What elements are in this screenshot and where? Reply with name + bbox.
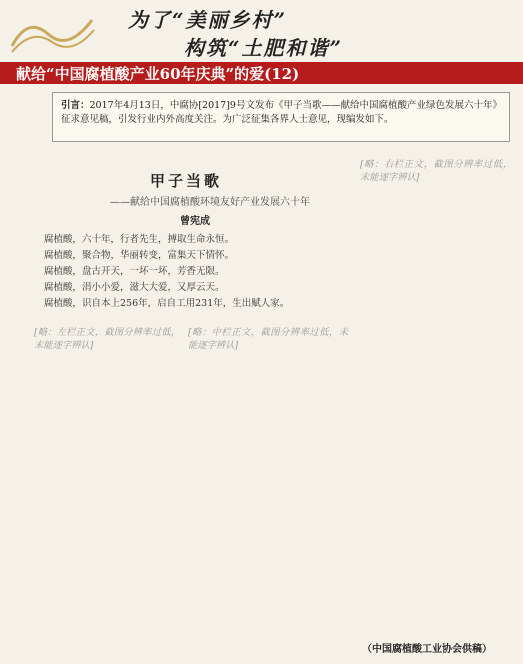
poem-line: 腐植酸，识自本上256年，启自工用231年，生出赋人家。 — [44, 298, 290, 309]
poem-author: 曾宪成 — [180, 216, 210, 227]
poem-line: 腐植酸，涓小小爱，滋大大爱，又厚云天。 — [44, 282, 225, 293]
footer-credit: （中国腐植酸工业协会供稿） — [362, 644, 492, 655]
reference-lead: 引言： — [61, 100, 90, 111]
title-line-1: 为了“美丽乡村” — [128, 8, 288, 32]
poem-title: 甲子当歌 — [150, 172, 223, 190]
poem-lines — [44, 232, 289, 312]
left-column-text: [略：左栏正文，截图分辨率过低，未能逐字辨认] — [34, 327, 180, 352]
right-column-text: [略：右栏正文，截图分辨率过低，未能逐字辨认] — [360, 159, 512, 184]
banner — [0, 62, 523, 84]
header — [0, 0, 523, 88]
banner-text: 献给“中国腐植酸产业60年庆典”的爱(12) — [16, 65, 300, 83]
poem-line: 腐植酸，六十年，行者先生，搏取生命永恒。 — [44, 234, 235, 245]
poem-line: 腐植酸，聚合物，华丽转变，富集天下情怀。 — [44, 250, 235, 261]
poem-line: 腐植酸，盘古开天，一坏一坏，芳香无限。 — [44, 266, 225, 277]
title-line-2: 构筑“土肥和谐” — [184, 36, 344, 60]
decorative-wave-icon — [8, 6, 98, 56]
reference-text: 2017年4月13日，中腐协[2017]9号文发布《甲子当歌——献给中国腐植酸产业绿色发展六十年》征求意见稿，引发行业内外高度关注。为广泛征集各界人士意见，现编发如下。 — [61, 100, 498, 125]
reference-box — [52, 92, 510, 142]
poem-subtitle: ——献给中国腐植酸环境友好产业发展六十年 — [110, 197, 310, 208]
middle-column-text: [略：中栏正文，截图分辨率过低，未能逐字辨认] — [188, 327, 348, 352]
